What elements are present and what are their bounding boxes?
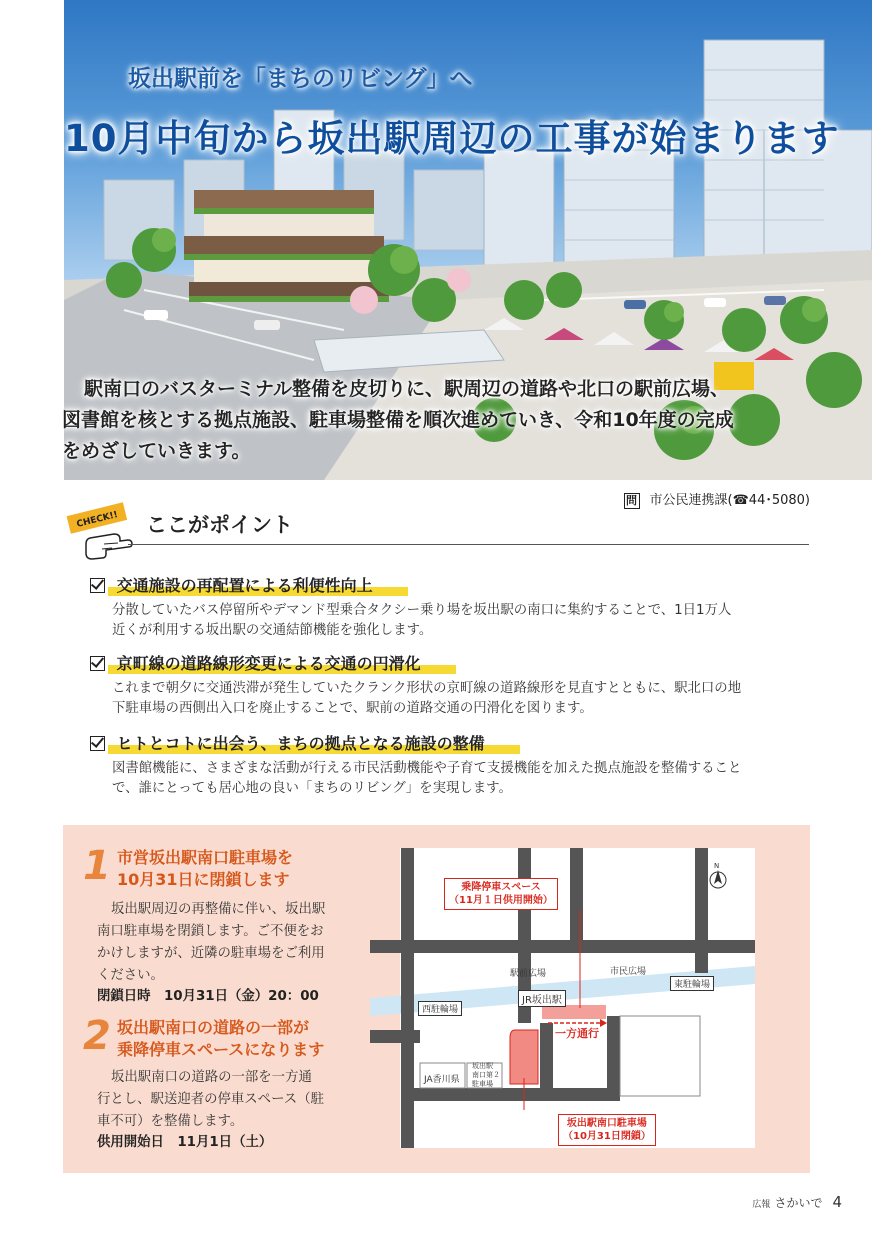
- section2-title: [117, 1017, 324, 1061]
- section2-body-line-3: 車不可）を整備します。: [97, 1114, 244, 1129]
- parking2-line-1: 坂出: [472, 1062, 486, 1070]
- south-exit-parking2-label: [472, 1062, 500, 1089]
- point-heading: ヒトとコトに出会う、まちの拠点となる施設の整備: [116, 734, 485, 753]
- hero-description: [62, 374, 742, 467]
- point-desc-line-2: 近くが利用する坂出駅の交通結節機能を強化します。: [112, 623, 433, 638]
- callout-dropoff-space: [444, 878, 558, 910]
- section1-title: [117, 847, 293, 891]
- section-number-2: 2: [83, 1013, 111, 1059]
- checkbox-icon: [90, 736, 105, 751]
- north-label: N: [714, 862, 720, 870]
- section1-body-line-1: 坂出駅周辺の再整備に伴い、坂出駅: [111, 902, 326, 917]
- callout-parking-line-2: （10月31日閉鎖）: [563, 1131, 651, 1142]
- check-pointing-hand-icon: [66, 498, 136, 568]
- callout-dropoff-line-1: 乗降停車スペース: [461, 882, 541, 893]
- section2-title-line-1: 坂出駅南口の道路の一部が: [117, 1018, 310, 1037]
- hero-body-line-2: 図書館を核とする拠点施設、駐車場整備を順次進めていき、令和10年度の完成: [62, 409, 734, 431]
- point-desc-line-2: 下駐車場の西側出入口を廃止することで、駅前の道路交通の円滑化を図ります。: [112, 701, 593, 716]
- jr-sakaide-station-label: JR坂出駅: [518, 990, 566, 1007]
- callout-parking-line-1: 坂出駅南口駐車場: [566, 1118, 647, 1129]
- point-desc-line-1: これまで朝夕に交通渋滞が発生していたクランク形状の京町線の道路線形を見直すとともに、駅北口の地: [112, 681, 742, 696]
- citizen-plaza-label: 市民広場: [610, 967, 647, 977]
- footer-koho: 広報: [752, 1200, 771, 1210]
- east-bicycle-parking-label: 東駐輪場: [670, 976, 714, 991]
- point-item-1: [90, 575, 810, 641]
- contact-info: [624, 489, 810, 509]
- point-heading: 交通施設の再配置による利便性向上: [116, 576, 373, 595]
- page-number: 4: [832, 1193, 842, 1211]
- point-desc-line-2: で、誰にとっても居心地の良い「まちのリビング」を実現します。: [112, 781, 512, 796]
- point-desc-line-1: 図書館機能に、さまざまな活動が行える市民活動機能や子育て支援機能を加えた拠点施設を整備すること: [112, 761, 742, 776]
- section2-body-line-1: 坂出駅南口の道路の一部を一方通: [111, 1070, 312, 1085]
- west-bicycle-parking-label: 西駐輪場: [418, 1001, 462, 1016]
- point-item-2: [90, 653, 810, 719]
- point-desc-line-1: 分散していたバス停留所やデマンド型乗合タクシー乗り場を坂出駅の南口に集約することで、1日1万人: [112, 603, 732, 618]
- checkbox-icon: [90, 656, 105, 671]
- points-title: ここがポイント: [146, 513, 293, 537]
- hero-subtitle: 坂出駅前を「まちのリビング」へ: [128, 66, 473, 92]
- section1-title-line-2: 10月31日に閉鎖します: [117, 870, 290, 889]
- section2-date: 供用開始日 11月1日（土）: [97, 1135, 273, 1150]
- callout-dropoff-line-2: （11月１日供用開始）: [449, 895, 553, 906]
- check-badge-label: CHECK!!: [75, 509, 119, 530]
- parking2-line-4: 駐車場: [472, 1080, 493, 1088]
- contact-text: 市公民連携課(☎44･5080): [649, 493, 810, 508]
- section1-body: [97, 899, 377, 987]
- hero-body-line-3: をめざしていきます。: [62, 440, 251, 462]
- ja-kagawa-label: JA香川県: [424, 1075, 460, 1085]
- inquiry-mark: 問: [624, 493, 640, 509]
- section1-body-line-2: 南口駐車場を閉鎖します。ご不便をお: [97, 924, 324, 939]
- footer-publication: さかいで: [774, 1196, 823, 1210]
- section1-date: 閉鎖日時 10月31日（金）20：00: [97, 989, 319, 1004]
- section2-body-line-2: 行とし、駅送迎者の停車スペース（駐: [97, 1092, 324, 1107]
- section1-body-line-3: かけしますが、近隣の駐車場をご利用: [97, 946, 325, 961]
- parking2-line-3: 南口第２: [472, 1071, 500, 1079]
- section-number-1: 1: [83, 843, 111, 889]
- page-title: 10月中旬から坂出駅周辺の工事が始まります: [64, 117, 840, 160]
- station-map: [370, 848, 755, 1148]
- point-heading: 京町線の道路線形変更による交通の円滑化: [116, 654, 421, 673]
- page-footer: [752, 1193, 842, 1211]
- section1-title-line-1: 市営坂出駅南口駐車場を: [117, 848, 294, 867]
- callout-south-parking: [558, 1114, 656, 1146]
- point-item-3: [90, 733, 810, 799]
- station-plaza-label: 駅前広場: [510, 969, 547, 979]
- points-divider: [128, 544, 809, 545]
- one-way-label: 一方通行: [555, 1027, 599, 1040]
- section1-body-line-4: ください。: [97, 968, 164, 983]
- section2-body: [97, 1067, 377, 1133]
- hero-body-line-1: 駅南口のバスターミナル整備を皮切りに、駅周辺の道路や北口の駅前広場、: [84, 378, 730, 400]
- checkbox-icon: [90, 578, 105, 593]
- parking2-line-2: 駅: [486, 1062, 493, 1070]
- section2-title-line-2: 乗降停車スペースになります: [117, 1040, 325, 1059]
